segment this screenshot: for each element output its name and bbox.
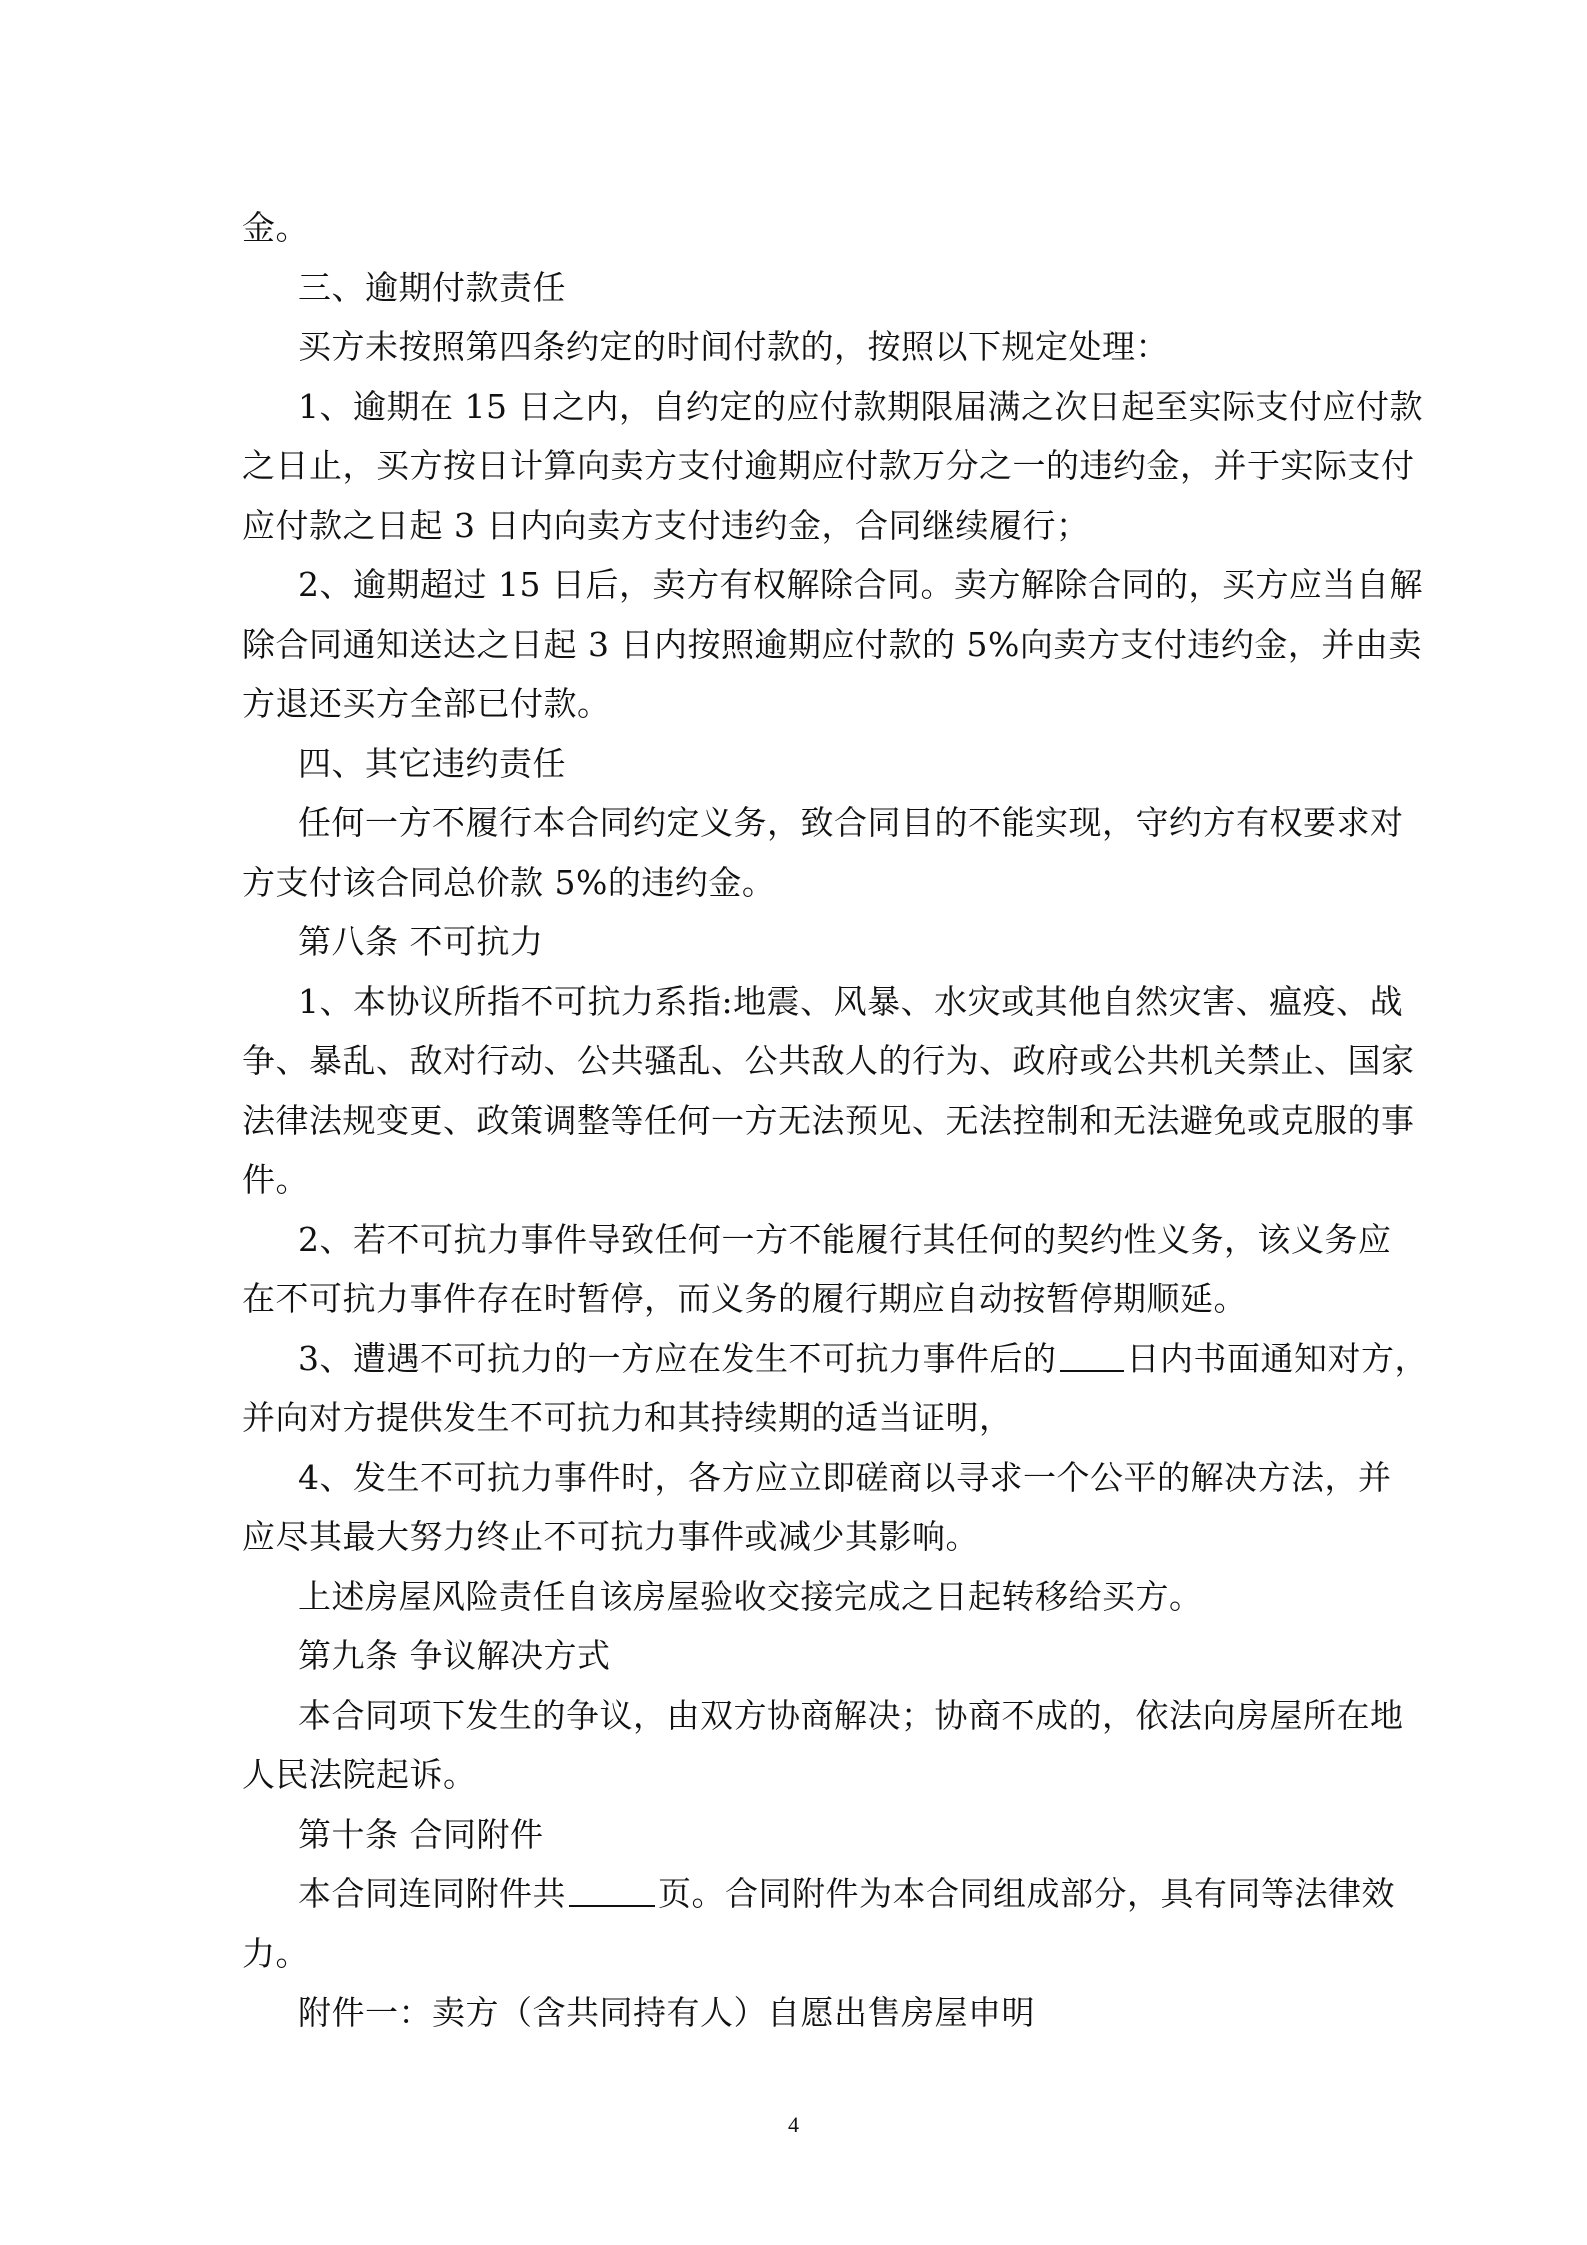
paragraph-late-payment-item-1-line-3: 应付款之日起 3 日内向卖方支付违约金，合同继续履行； [242,505,1090,545]
section-heading-other-breach: 四、其它违约责任 [298,743,566,783]
article-heading-dispute-resolution: 第九条 争议解决方式 [298,1636,611,1675]
paragraph-attachments-line-2: 力。 [242,1933,309,1973]
paragraph-late-payment-item-1: 1、逾期在 15 日之内，自约定的应付款期限届满之次日起至实际支付应付款 [298,386,1423,426]
paragraph-other-breach: 任何一方不履行本合同约定义务，致合同目的不能实现，守约方有权要求对 [298,803,1404,842]
section-heading-late-payment: 三、逾期付款责任 [298,267,566,307]
paragraph-continuation: 金。 [242,208,309,247]
paragraph-dispute-resolution: 本合同项下发生的争议，由双方协商解决；协商不成的，依法向房屋所在地 [298,1695,1404,1735]
page-number: 4 [788,2112,799,2137]
paragraph-attachment-one: 附件一：卖方（含共同持有人）自愿出售房屋申明 [298,1993,1035,2032]
fill-in-blank-pages [569,1875,655,1907]
paragraph-late-payment-item-2-line-3: 方退还买方全部已付款。 [242,684,611,723]
paragraph-force-majeure-item-2-line-2: 在不可抗力事件存在时暂停，而义务的履行期应自动按暂停期顺延。 [242,1279,1247,1318]
article-heading-attachments: 第十条 合同附件 [298,1814,544,1854]
paragraph-force-majeure-item-1-line-2: 争、暴乱、敌对行动、公共骚乱、公共敌人的行为、政府或公共机关禁止、国家 [242,1041,1415,1080]
article-heading-force-majeure: 第八条 不可抗力 [298,922,544,961]
paragraph-other-breach-line-2: 方支付该合同总价款 5%的违约金。 [242,862,776,902]
paragraph-late-payment-item-2: 2、逾期超过 15 日后，卖方有权解除合同。卖方解除合同的，买方应当自解 [298,565,1423,604]
fill-in-blank-days [1060,1340,1124,1372]
paragraph-force-majeure-item-2: 2、若不可抗力事件导致任何一方不能履行其任何的契约性义务，该义务应 [298,1219,1392,1259]
paragraph-late-payment-intro: 买方未按照第四条约定的时间付款的，按照以下规定处理： [298,327,1169,366]
document-body [242,198,1428,2043]
paragraph-risk-transfer: 上述房屋风险责任自该房屋验收交接完成之日起转移给买方。 [298,1576,1203,1616]
paragraph-attachments: 本合同连同附件共 页。合同附件为本合同组成部分，具有同等法律效 [298,1874,1395,1913]
paragraph-force-majeure-item-1-line-4: 件。 [242,1160,309,1199]
paragraph-force-majeure-item-3-line-2: 并向对方提供发生不可抗力和其持续期的适当证明， [242,1398,1013,1437]
paragraph-force-majeure-item-1: 1、本协议所指不可抗力系指:地震、风暴、水灾或其他自然灾害、瘟疫、战 [298,981,1404,1021]
paragraph-force-majeure-item-4: 4、发生不可抗力事件时，各方应立即磋商以寻求一个公平的解决方法，并 [298,1457,1392,1497]
paragraph-force-majeure-item-3: 3、遭遇不可抗力的一方应在发生不可抗力事件后的 日内书面通知对方， [298,1338,1428,1378]
paragraph-late-payment-item-2-line-2: 除合同通知送达之日起 3 日内按照逾期应付款的 5%向卖方支付违约金，并由卖 [242,624,1422,664]
paragraph-late-payment-item-1-line-2: 之日止，买方按日计算向卖方支付逾期应付款万分之一的违约金，并于实际支付 [242,446,1415,485]
paragraph-force-majeure-item-4-line-2: 应尽其最大努力终止不可抗力事件或减少其影响。 [242,1517,979,1556]
paragraph-force-majeure-item-1-line-3: 法律法规变更、政策调整等任何一方无法预见、无法控制和无法避免或克服的事 [242,1100,1415,1140]
paragraph-dispute-resolution-line-2: 人民法院起诉。 [242,1755,477,1794]
